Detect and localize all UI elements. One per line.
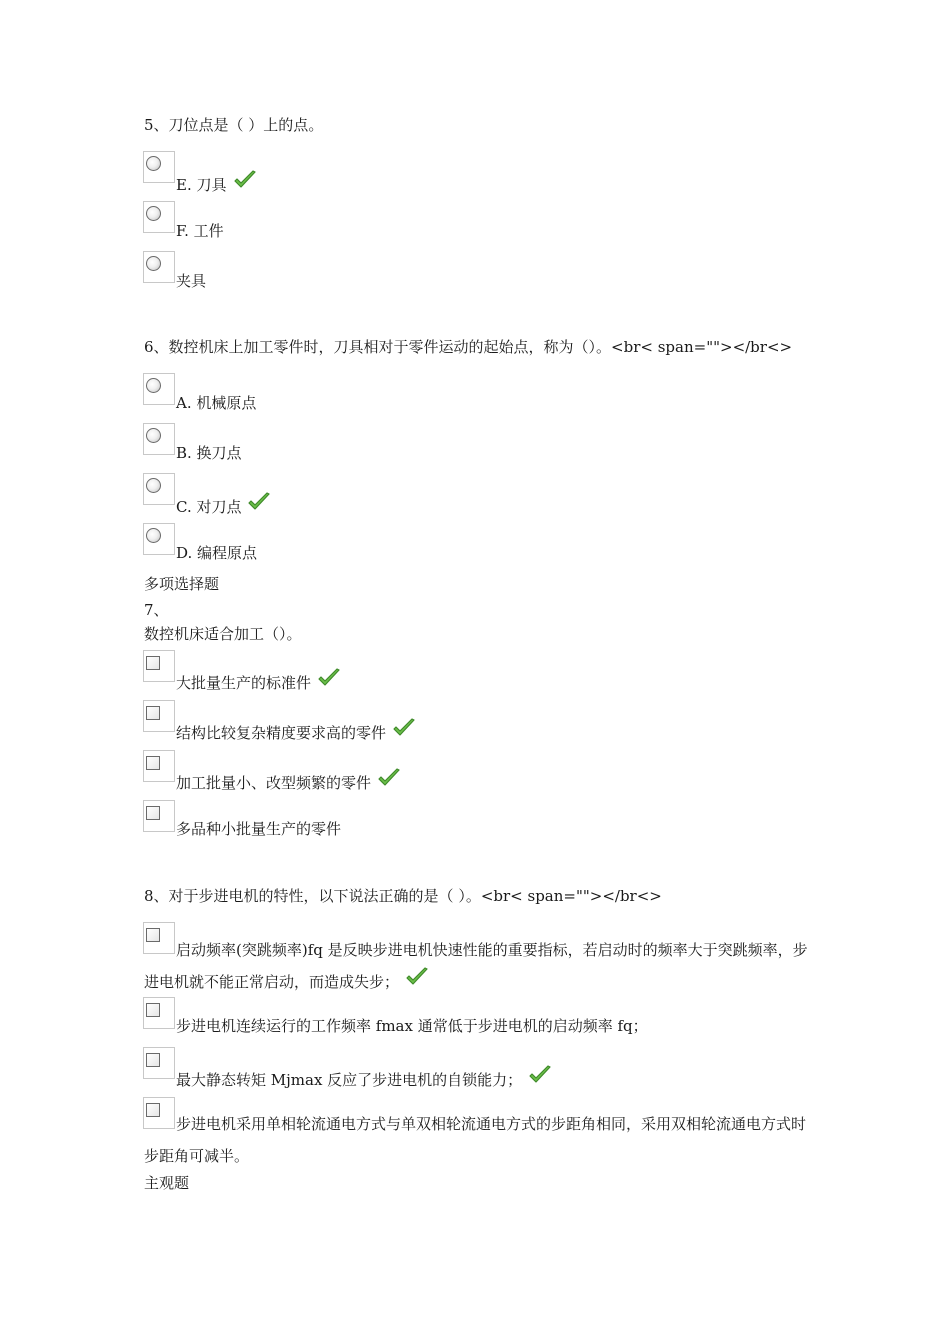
check-icon [528,1065,552,1087]
radio-icon [146,528,161,543]
option-label-q5-3: 夹具 [176,272,207,290]
option-label-q8-4: 步进电机采用单相轮流通电方式与单双相轮流通电方式的步距角相同，采用双相轮流通电方式时步距角可减半。 [144,1115,807,1165]
radio-icon [146,428,161,443]
radio-option-q6-a[interactable] [143,373,175,405]
check-icon [405,967,429,989]
option-label-q6-c: C. 对刀点 [176,492,271,517]
checkbox-option-q7-3[interactable] [143,750,175,782]
option-label-q7-3: 加工批量小、改型频繁的零件 [176,768,401,793]
option-label-q5-e: E. 刀具 [176,170,257,195]
checkbox-icon [146,1053,160,1067]
option-label-q7-4: 多品种小批量生产的零件 [176,820,342,838]
check-icon [377,768,401,790]
option-label-q6-a: A. 机械原点 [176,394,257,412]
radio-option-q6-d[interactable] [143,523,175,555]
radio-icon [146,478,161,493]
option-label-q7-2: 结构比较复杂精度要求高的零件 [176,718,416,743]
option-label-q8-2: 步进电机连续运行的工作频率 fmax 通常低于步进电机的启动频率 fq； [176,1017,648,1035]
option-label-q8-3: 最大静态转矩 Mjmax 反应了步进电机的自锁能力； [176,1065,552,1090]
question-6-title: 6、数控机床上加工零件时，刀具相对于零件运动的起始点，称为（）。<br< span=""></br<> [144,338,793,356]
question-8-title: 8、对于步进电机的特性，以下说法正确的是（ ）。<br< span=""></br<> [144,887,662,905]
option-label-q6-d: D. 编程原点 [176,544,258,562]
radio-icon [146,378,161,393]
check-icon [233,170,257,192]
option-label-q7-1: 大批量生产的标准件 [176,668,341,693]
option-label-q8-1: 启动频率(突跳频率)fq 是反映步进电机快速性能的重要指标，若启动时的频率大于突跳频率，步进电机就不能正常启动，而造成失步； [144,941,808,991]
question-5-title: 5、刀位点是（ ）上的点。 [144,116,324,134]
option-label-q5-f: F. 工件 [176,222,224,240]
question-7-number: 7、 [144,601,169,619]
checkbox-icon [146,1003,160,1017]
checkbox-icon [146,706,160,720]
check-icon [317,668,341,690]
section-heading-multiple-choice: 多项选择题 [144,575,220,593]
checkbox-option-q7-1[interactable] [143,650,175,682]
radio-option-q5-3[interactable] [143,251,175,283]
radio-option-q5-e[interactable] [143,151,175,183]
radio-icon [146,206,161,221]
check-icon [247,492,271,514]
radio-option-q6-b[interactable] [143,423,175,455]
section-heading-subjective: 主观题 [144,1174,190,1192]
question-7-title: 数控机床适合加工（）。 [144,625,302,643]
radio-option-q5-f[interactable] [143,201,175,233]
radio-option-q6-c[interactable] [143,473,175,505]
checkbox-icon [146,806,160,820]
checkbox-option-q7-2[interactable] [143,700,175,732]
check-icon [392,718,416,740]
checkbox-option-q7-4[interactable] [143,800,175,832]
radio-icon [146,156,161,171]
checkbox-icon [146,656,160,670]
option-label-q6-b: B. 换刀点 [176,444,242,462]
radio-icon [146,256,161,271]
checkbox-option-q8-3[interactable] [143,1047,175,1079]
checkbox-icon [146,756,160,770]
checkbox-option-q8-2[interactable] [143,997,175,1029]
